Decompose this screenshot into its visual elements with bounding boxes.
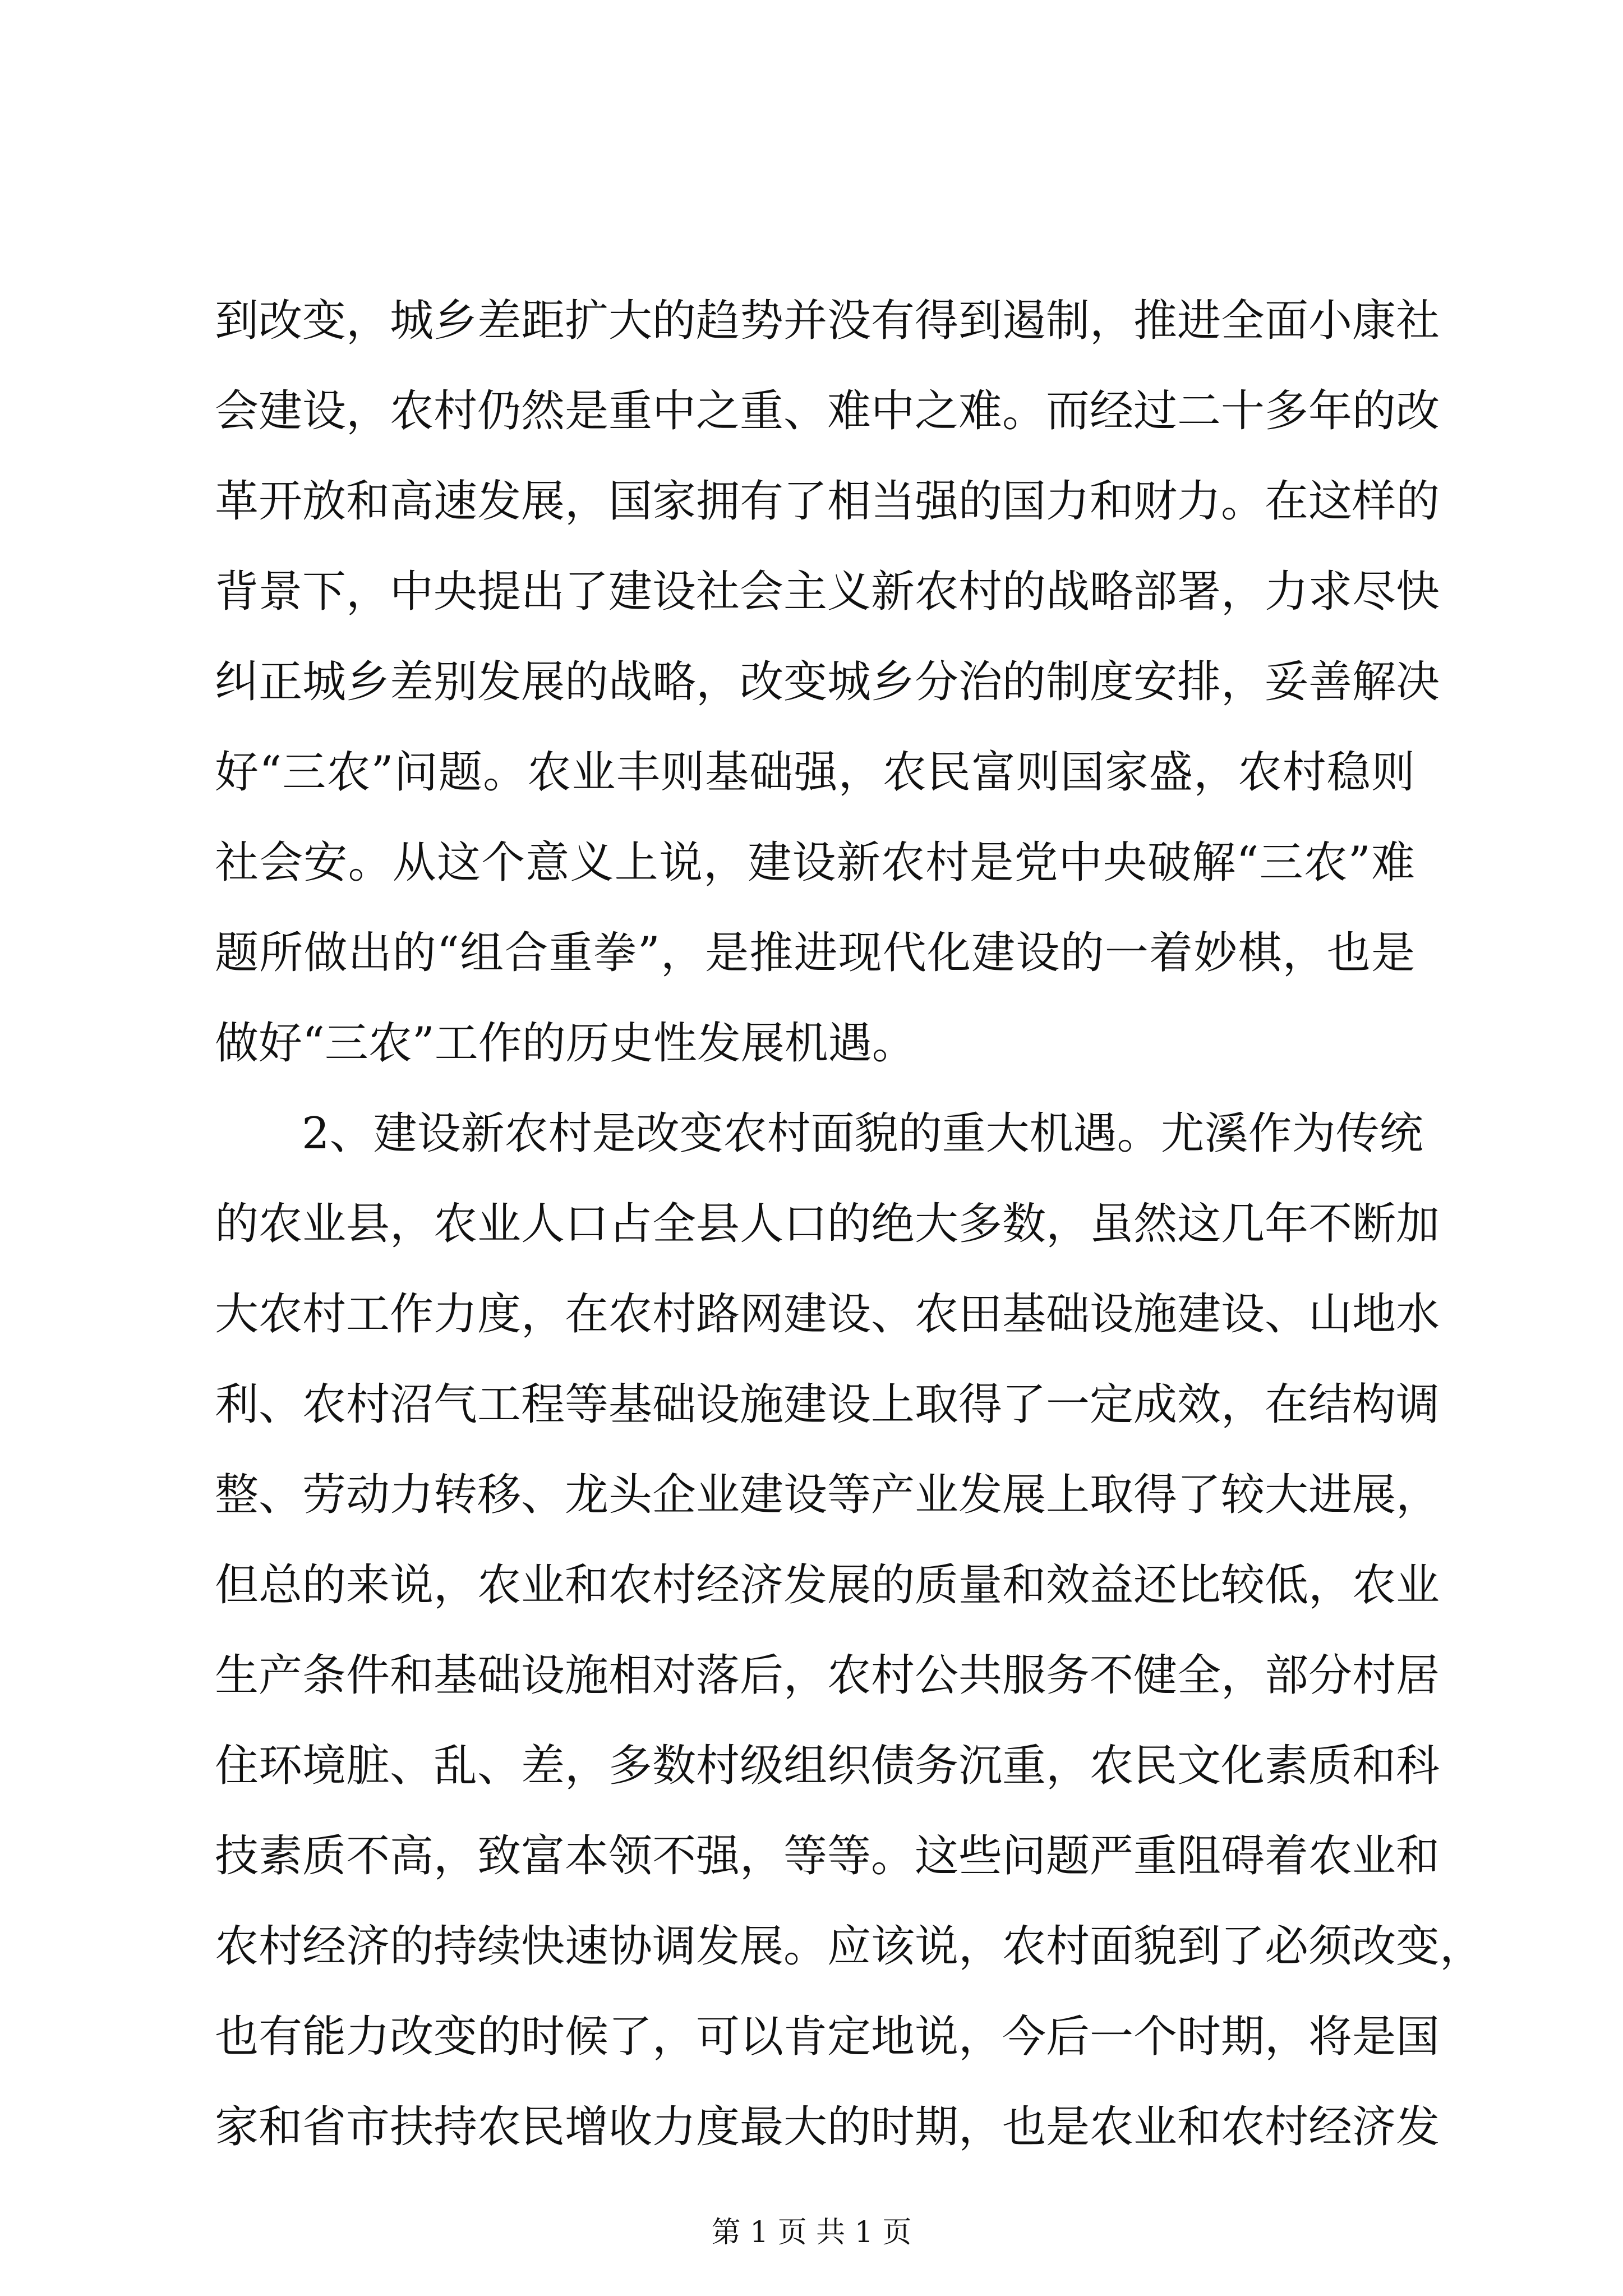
body-line: 背景下，中央提出了建设社会主义新农村的战略部署，力求尽快 — [215, 567, 1440, 617]
body-line: 到改变，城乡差距扩大的趋势并没有得到遏制，推进全面小康社 — [215, 296, 1440, 346]
body-line: 题所做出的“组合重拳”，是推进现代化建设的一着妙棋，也是 — [215, 928, 1415, 978]
body-line: 也有能力改变的时候了，可以肯定地说，今后一个时期，将是国 — [215, 2012, 1440, 2062]
body-line: 好“三农”问题。农业丰则基础强，农民富则国家盛，农村稳则 — [215, 747, 1415, 798]
body-line: 革开放和高速发展，国家拥有了相当强的国力和财力。在这样的 — [215, 476, 1440, 527]
body-line: 社会安。从这个意义上说，建设新农村是党中央破解“三农”难 — [215, 838, 1415, 888]
body-line: 纠正城乡差别发展的战略，改变城乡分治的制度安排，妥善解决 — [215, 657, 1440, 707]
body-line: 利、农村沼气工程等基础设施建设上取得了一定成效，在结构调 — [215, 1379, 1440, 1430]
body-line: 会建设，农村仍然是重中之重、难中之难。而经过二十多年的改 — [215, 386, 1440, 436]
body-line: 家和省市扶持农民增收力度最大的时期，也是农业和农村经济发 — [215, 2102, 1440, 2152]
body-line: 生产条件和基础设施相对落后，农村公共服务不健全，部分村居 — [215, 1650, 1440, 1701]
body-line: 整、劳动力转移、龙头企业建设等产业发展上取得了较大进展， — [215, 1470, 1440, 1520]
body-line: 做好“三农”工作的历史性发展机遇。 — [215, 1018, 916, 1069]
body-line: 技素质不高，致富本领不强，等等。这些问题严重阻碍着农业和 — [215, 1831, 1440, 1881]
page-number-footer: 第 1 页 共 1 页 — [711, 2216, 912, 2249]
paragraph-first-line: 2、建设新农村是改变农村面貌的重大机遇。尤溪作为传统 — [302, 1108, 1423, 1159]
body-line: 农村经济的持续快速协调发展。应该说，农村面貌到了必须改变， — [215, 1921, 1484, 1972]
body-line: 住环境脏、乱、差，多数村级组织债务沉重，农民文化素质和科 — [215, 1741, 1440, 1791]
body-line: 但总的来说，农业和农村经济发展的质量和效益还比较低，农业 — [215, 1560, 1440, 1611]
body-line: 的农业县，农业人口占全县人口的绝大多数，虽然这几年不断加 — [215, 1199, 1440, 1249]
body-line: 大农村工作力度，在农村路网建设、农田基础设施建设、山地水 — [215, 1289, 1440, 1340]
